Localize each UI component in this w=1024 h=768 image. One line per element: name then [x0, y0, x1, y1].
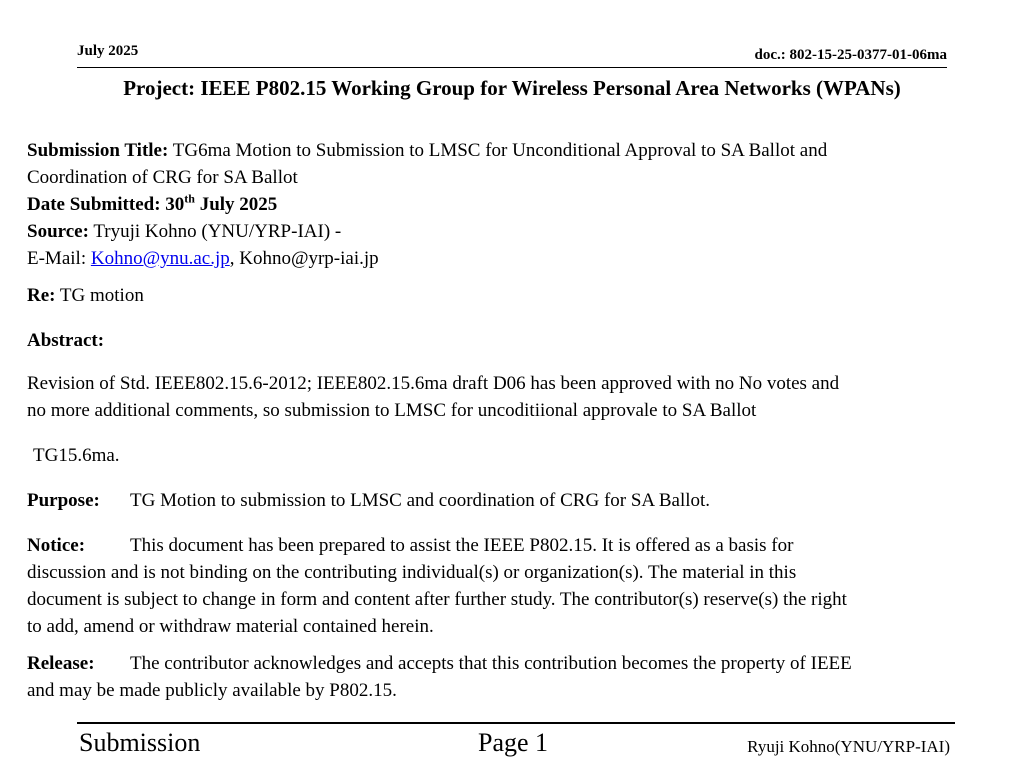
notice-label: Notice:	[27, 535, 86, 556]
purpose-label: Purpose:	[27, 490, 100, 511]
abstract-body	[27, 370, 1012, 424]
submission-title-text: TG6ma Motion to Submission to LMSC for Unconditional Approval to SA Ballot and	[172, 140, 828, 161]
notice-line	[27, 532, 1012, 559]
submission-title-line	[27, 137, 1012, 164]
source-text: Tryuji Kohno (YNU/YRP-IAI) -	[93, 221, 342, 242]
source-label: Source:	[27, 221, 89, 242]
header-doc-id: doc.: 802-15-25-0377-01-06ma	[754, 47, 947, 63]
project-title: Project: IEEE P802.15 Working Group for Wireless Personal Area Networks (WPANs)	[123, 76, 901, 100]
re-text: TG motion	[59, 285, 144, 306]
release-line	[27, 650, 1012, 677]
footer-submission: Submission	[79, 728, 201, 757]
date-submitted-sup: th	[184, 191, 195, 206]
notice-text: This document has been prepared to assist the IEEE P802.15. It is offered as a basis for	[130, 535, 794, 556]
submission-title-label: Submission Title:	[27, 140, 169, 161]
email-link[interactable]: Kohno@ynu.ac.jp	[90, 248, 230, 269]
header-divider	[77, 67, 947, 68]
purpose-text: TG Motion to submission to LMSC and coordination of CRG for SA Ballot.	[130, 490, 711, 511]
re-label: Re:	[27, 285, 56, 306]
header-date: July 2025	[77, 43, 139, 59]
date-submitted	[27, 191, 1012, 218]
email-label: E-Mail:	[27, 248, 87, 269]
submission-title-line2: Coordination of CRG for SA Ballot	[27, 167, 298, 188]
footer-divider	[77, 722, 955, 724]
notice-line: discussion and is not binding on the contributing individual(s) or organization(s). The material in this	[27, 562, 797, 583]
submission-info	[27, 137, 1012, 272]
purpose-line	[27, 487, 1012, 514]
footer-author: Ryuji Kohno(YNU/YRP-IAI)	[747, 737, 950, 756]
email-line	[27, 245, 1012, 272]
abstract-line: no more additional comments, so submission to LMSC for uncoditiional approvale to SA Ballot	[27, 400, 757, 421]
email-rest: , Kohno@yrp-iai.jp	[229, 248, 379, 269]
release-label: Release:	[27, 653, 95, 674]
notice-line: to add, amend or withdraw material contained herein.	[27, 616, 434, 637]
notice-line: document is subject to change in form and content after further study. The contributor(s) reserve(s) the right	[27, 589, 847, 610]
release-line: and may be made publicly available by P802.15.	[27, 680, 397, 701]
source-line	[27, 218, 1012, 245]
release-text: The contributor acknowledges and accepts that this contribution becomes the property of IEEE	[130, 653, 852, 674]
abstract-line: Revision of Std. IEEE802.15.6-2012; IEEE802.15.6ma draft D06 has been approved with no No votes and	[27, 373, 840, 394]
date-submitted-label: Date Submitted: 30	[27, 194, 185, 215]
re-line	[27, 282, 1012, 309]
abstract-line3: TG15.6ma.	[33, 445, 120, 466]
release-block	[27, 650, 1012, 704]
notice-block	[27, 532, 1012, 640]
footer-page-number: Page 1	[478, 728, 549, 757]
date-submitted-rest: July 2025	[194, 194, 278, 215]
abstract-label: Abstract:	[27, 330, 105, 351]
